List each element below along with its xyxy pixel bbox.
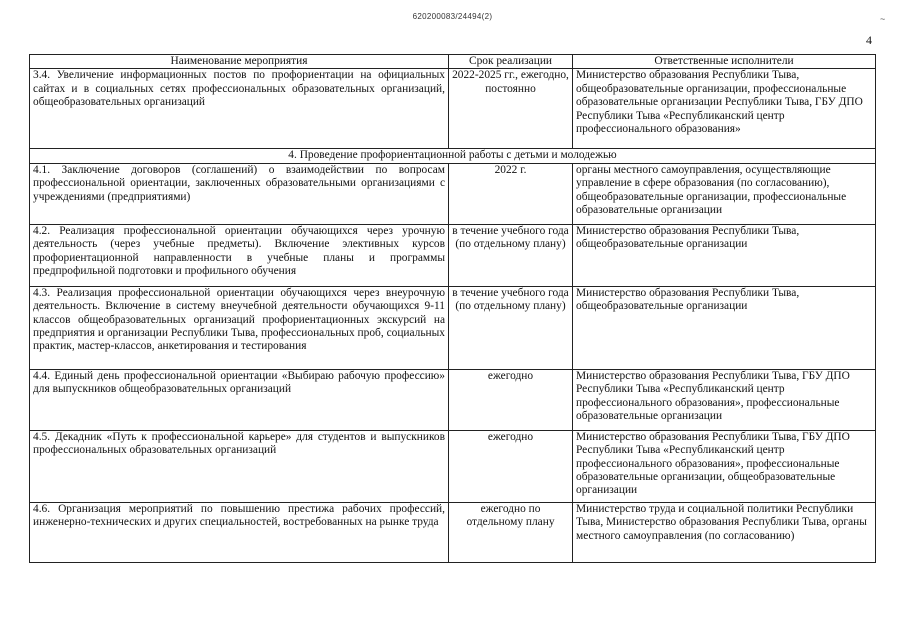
- column-header-period: Срок реализации: [449, 55, 573, 69]
- cell-period: 2022 г.: [449, 163, 573, 224]
- cell-executors: Министерство труда и социальной политики Республики Тыва, Министерство образования Республики Тыва, органы местного самоуправления (по согласованию): [573, 502, 876, 562]
- cell-executors: Министерство образования Республики Тыва, общеобразовательные организации: [573, 286, 876, 369]
- column-header-executors: Ответственные исполнители: [573, 55, 876, 69]
- page-number: 4: [866, 33, 872, 47]
- table-row: [30, 369, 876, 430]
- cell-measure-name: 3.4. Увеличение информационных постов по профориентации на официальных сайтах и в социальных сетях профессиональных образовательных организаций, общеобразовательных организаций: [30, 69, 449, 149]
- table-row: [30, 163, 876, 224]
- cell-period: в течение учебного года (по отдельному плану): [449, 224, 573, 286]
- cell-measure-name: 4.6. Организация мероприятий по повышению престижа рабочих профессий, инженерно-технических и других специальностей, востребованных на рынке труда: [30, 502, 449, 562]
- section-row: [30, 149, 876, 163]
- table-row: [30, 286, 876, 369]
- cell-executors: Министерство образования Республики Тыва, ГБУ ДПО Республики Тыва «Республиканский центр профессионального образования», профессиональные образовательные организации, общеобразовательные организации: [573, 430, 876, 502]
- table-row: [30, 502, 876, 562]
- corner-mark: ~: [880, 14, 886, 24]
- cell-period: ежегодно: [449, 369, 573, 430]
- cell-period: 2022-2025 гг., ежегодно, постоянно: [449, 69, 573, 149]
- cell-measure-name: 4.3. Реализация профессиональной ориентации обучающихся через внеурочную деятельность. Включение в систему внеучебной деятельности обучающихся 9-11 классов общеобразовательных организаций профориентационных экскурсий на предприятия и организации Республики Тыва, профессиональных проб, социальных практик, мастер-классов, анкетирования и тестирования: [30, 286, 449, 369]
- table-row: [30, 430, 876, 502]
- table-row: [30, 224, 876, 286]
- measures-table: [29, 54, 876, 563]
- column-header-name: Наименование мероприятия: [30, 55, 449, 69]
- cell-executors: Министерство образования Республики Тыва, общеобразовательные организации: [573, 224, 876, 286]
- cell-measure-name: 4.4. Единый день профессиональной ориентации «Выбираю рабочую профессию» для выпускников общеобразовательных организаций: [30, 369, 449, 430]
- document-code: 620200083/24494(2): [412, 12, 493, 21]
- cell-executors: органы местного самоуправления, осуществляющие управление в сфере образования (по согласованию), общеобразовательные организации, профессиональные образовательные организации: [573, 163, 876, 224]
- table-body: [30, 69, 876, 562]
- cell-executors: Министерство образования Республики Тыва, ГБУ ДПО Республики Тыва «Республиканский центр профессионального образования», профессиональные образовательные организации: [573, 369, 876, 430]
- cell-measure-name: 4.2. Реализация профессиональной ориентации обучающихся через урочную деятельность (через учебные предметы). Включение элективных курсов профориентационной направленности в учебные планы и программы предпрофильной подготовки и профильного обучения: [30, 224, 449, 286]
- cell-period: ежегодно: [449, 430, 573, 502]
- cell-executors: Министерство образования Республики Тыва, общеобразовательные организации, профессиональные образовательные организации Республики Тыва, ГБУ ДПО Республики Тыва «Республиканский центр профессионального образования»: [573, 69, 876, 149]
- cell-period: ежегодно по отдельному плану: [449, 502, 573, 562]
- table-header-row: [30, 55, 876, 69]
- cell-measure-name: 4.1. Заключение договоров (соглашений) о взаимодействии по вопросам профессиональной ориентации, заключенных образовательными организациями с учреждениями (предприятиями): [30, 163, 449, 224]
- cell-measure-name: 4.5. Декадник «Путь к профессиональной карьере» для студентов и выпускников профессиональных образовательных организаций: [30, 430, 449, 502]
- table-row: [30, 69, 876, 149]
- section-title: 4. Проведение профориентационной работы с детьми и молодежью: [30, 149, 876, 163]
- cell-period: в течение учебного года (по отдельному плану): [449, 286, 573, 369]
